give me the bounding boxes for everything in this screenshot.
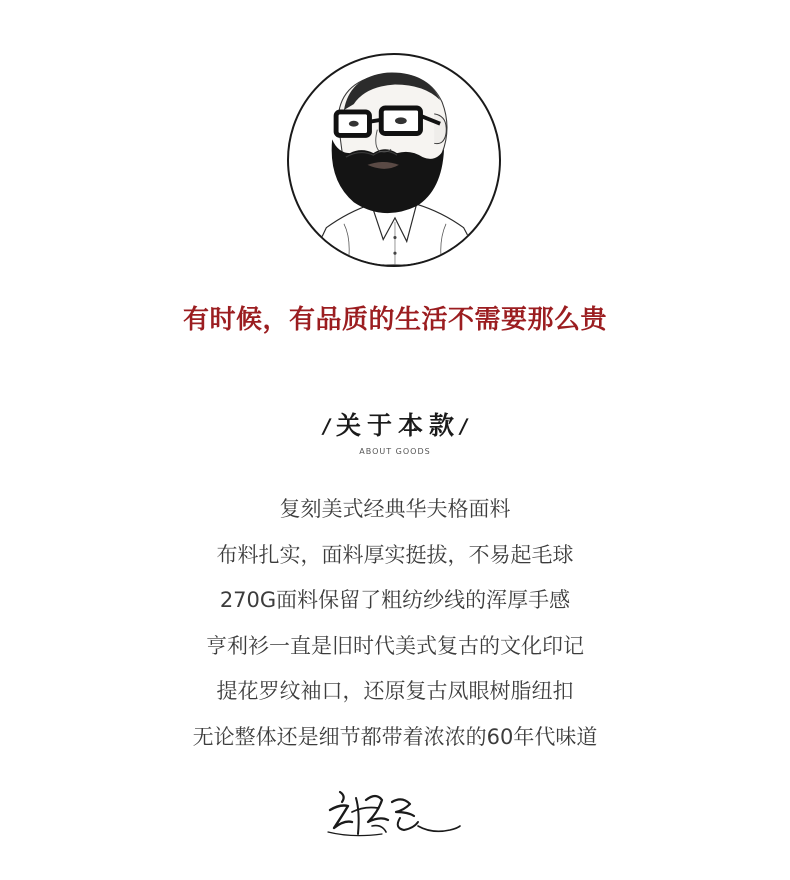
slash-right-icon: / <box>457 414 470 438</box>
description-line: 亨利衫一直是旧时代美式复古的文化印记 <box>206 633 584 658</box>
description-line: 布料扎实，面料厚实挺拔，不易起毛球 <box>216 542 574 567</box>
slash-left-icon: / <box>320 414 333 438</box>
section-heading <box>0 406 790 446</box>
description-line: 无论整体还是细节都带着浓浓的60年代味道 <box>192 724 598 749</box>
section-subtitle: ABOUT GOODS <box>359 447 431 456</box>
avatar <box>287 53 501 267</box>
signature-icon <box>322 782 464 844</box>
description-line: 提花罗纹袖口，还原复古凤眼树脂纽扣 <box>216 679 574 704</box>
description-line: 270G面料保留了粗纺纱线的浑厚手感 <box>219 588 571 613</box>
bearded-man-portrait-icon <box>289 55 499 265</box>
slogan: 有时候，有品质的生活不需要那么贵 <box>182 305 607 335</box>
section-title: 关于本款 <box>335 411 460 440</box>
description-list <box>0 487 790 761</box>
description-line: 复刻美式经典华夫格面料 <box>279 497 511 521</box>
